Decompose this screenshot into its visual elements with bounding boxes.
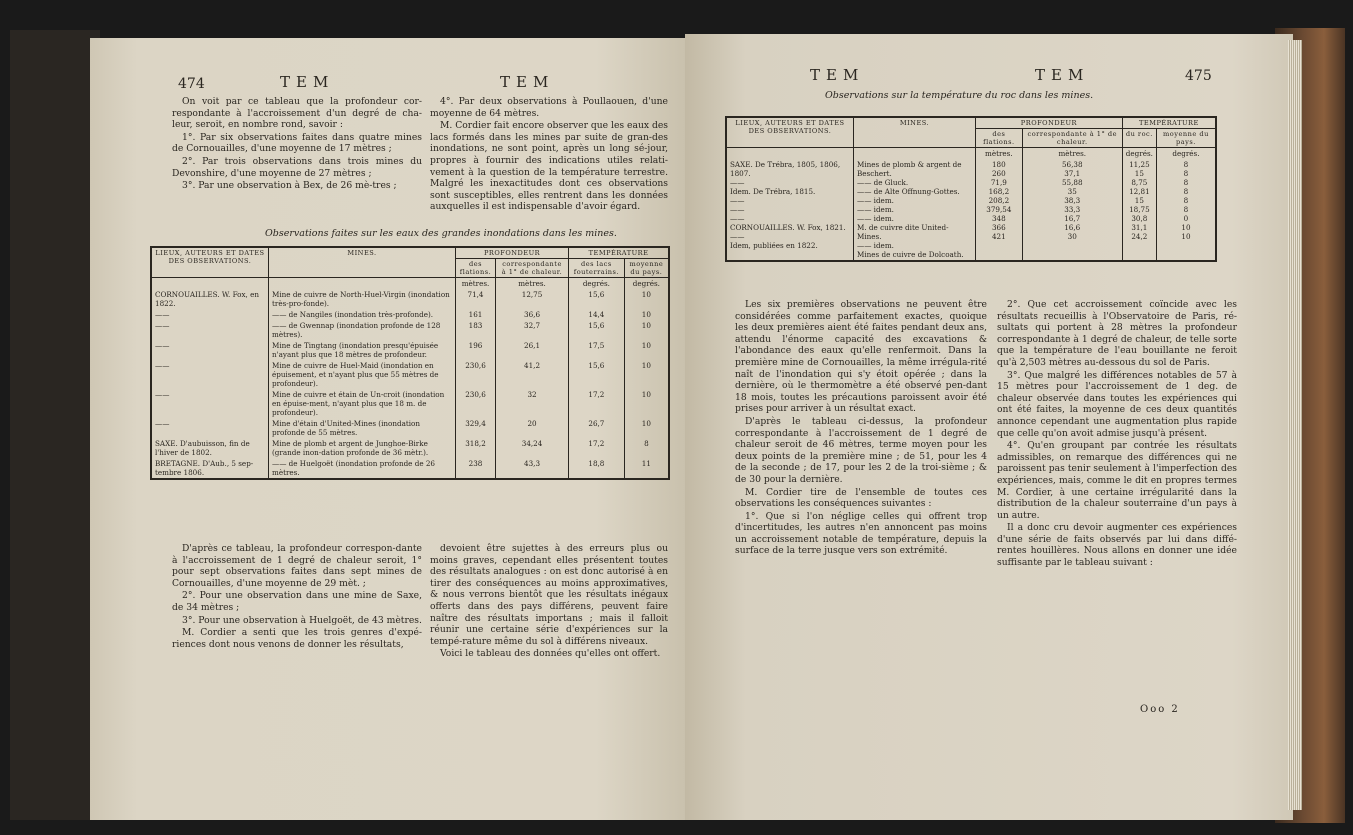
cell-mine: Mines de plomb & argent de Beschert. bbox=[857, 160, 962, 178]
cell-mine: —— idem. bbox=[857, 241, 894, 250]
moyenne-column bbox=[1156, 159, 1216, 261]
paragraph: M. Cordier tire de l'ensemble de toutes ces observations les conséquences suivantes : bbox=[735, 486, 987, 510]
unit: degrés. bbox=[1156, 148, 1216, 160]
cell-value: 30,8 bbox=[1131, 214, 1148, 223]
col-header-temperature: TEMPÉRATURE bbox=[1122, 117, 1216, 129]
paragraph: 4°. Qu'en groupant par contrée les résultats admissibles, on remarque des différences qui ne paroissent pas tenir seulement à l'imperfection des expériences, mais, comme le dit en propres termes M. Cordier, à une certaine irrégularité dans la distribution de la chaleur souterraine d'un pays à un autre. bbox=[997, 440, 1237, 521]
unit: mètres. bbox=[456, 278, 496, 290]
cell-value: 38,3 bbox=[1064, 196, 1081, 205]
cell-value: 379,54 bbox=[986, 205, 1012, 214]
table-row bbox=[151, 458, 669, 479]
cell-mine: —— idem. bbox=[857, 205, 894, 214]
page-number: 474 bbox=[178, 76, 205, 92]
cell-mine: Mine de cuivre de North-Huel-Virgin (inondation très-pro-fonde). bbox=[269, 289, 456, 309]
cell-lieu: —— bbox=[730, 232, 745, 241]
col-header-des: des flations. bbox=[456, 259, 496, 278]
table-row bbox=[151, 309, 669, 320]
paragraph: On voit par ce tableau que la profondeur cor-respondante à l'accroissement d'un degré de cha-leur, seroit, en nombre rond, savoir : bbox=[172, 96, 422, 131]
cell-lieu: SAXE. De Trébra, 1805, 1806, 1807. bbox=[730, 160, 841, 178]
cell-value: 33,3 bbox=[1064, 205, 1081, 214]
discussion-column-1 bbox=[735, 299, 987, 558]
cell-value: 318,2 bbox=[456, 438, 496, 458]
cell-value: 55,88 bbox=[1061, 178, 1083, 187]
paragraph: 1°. Par six observations faites dans quatre mines de Cornouailles, d'une moyenne de 17 mètres ; bbox=[172, 131, 422, 155]
cell-lieu: CORNOUAILLES. W. Fox, en 1822. bbox=[151, 289, 269, 309]
roc-column bbox=[1122, 159, 1156, 261]
table-row bbox=[151, 320, 669, 340]
paragraph: Les six premières observations ne peuvent être considérées comme parfaitement exactes, quoique les deux premières aient été faites pendant deux ans, attendu l'énorme capacité des excavations & l'abondance des eaux qu'elle renfermoit. Dans la première mine de Cornouailles, la même irrégula-rité naît de l'inondation qui s'y étoit opérée ; dans la dernière, où le thermomètre a été observé pen-dant 18 mois, toutes les précautions paroissent avoir été prises pour arriver à un résultat exact. bbox=[735, 299, 987, 415]
unit: degrés. bbox=[569, 278, 625, 290]
cell-mine: Mine de Tingtang (inondation presqu'épuisée n'ayant plus que 18 mètres de profondeur. bbox=[269, 340, 456, 360]
cell-value: 32 bbox=[496, 389, 569, 418]
unit: degrés. bbox=[1122, 148, 1156, 160]
table-row bbox=[151, 389, 669, 418]
cell-value: 8,75 bbox=[1131, 178, 1148, 187]
paragraph: 2°. Que cet accroissement coïncide avec les résultats recueillis à l'Observatoire de Paris, ré-sultats qui portent à 28 mètres la profondeur correspondante à 1 degré de chaleur, de telle sorte que la température de l'eau bouillante ne feroit qu'à 2,503 mètres au-dessous du sol de Paris. bbox=[997, 299, 1237, 368]
running-header-left: TEM bbox=[810, 66, 865, 84]
cell-value: 20 bbox=[496, 418, 569, 438]
cell-value: 26,1 bbox=[496, 340, 569, 360]
paragraph: D'après ce tableau, la profondeur correspon-dante à l'accroissement de 1 degré de chaleur seroit, 1° pour sept observations faites dans sept mines de Cornouailles, d'une moyenne de 29 mèt. ; bbox=[172, 543, 422, 589]
cell-value: 15,6 bbox=[569, 289, 625, 309]
cell-value: 10 bbox=[624, 289, 669, 309]
cell-value: 16,6 bbox=[1064, 223, 1081, 232]
cell-mine: —— de Huelgoët (inondation profonde de 26 mètres. bbox=[269, 458, 456, 479]
correspondante-column bbox=[1022, 159, 1122, 261]
paragraph: 2°. Par trois observations dans trois mines du Devonshire, d'une moyenne de 27 mètres ; bbox=[172, 155, 422, 179]
cell-value: 37,1 bbox=[1064, 169, 1081, 178]
cell-value: 348 bbox=[991, 214, 1006, 223]
cell-value: 8 bbox=[1183, 160, 1189, 169]
col-header-profondeur: PROFONDEUR bbox=[976, 117, 1123, 129]
cell-value: 11 bbox=[624, 458, 669, 479]
cell-value: 41,2 bbox=[496, 360, 569, 389]
cell-value: 8 bbox=[624, 438, 669, 458]
cell-value: 71,4 bbox=[456, 289, 496, 309]
flood-table bbox=[150, 246, 670, 480]
col-header-lacs: des lacs fouterrains. bbox=[569, 259, 625, 278]
intro-column-1 bbox=[172, 96, 422, 193]
discussion-column-2 bbox=[997, 299, 1237, 570]
cell-value: 8 bbox=[1183, 178, 1189, 187]
table-row bbox=[151, 340, 669, 360]
col-header-mines: MINES. bbox=[854, 117, 976, 148]
cell-value: 260 bbox=[991, 169, 1006, 178]
cover-left bbox=[10, 30, 100, 820]
col-header-temperature: TEMPÉRATURE bbox=[569, 247, 669, 259]
cell-value: 230,6 bbox=[456, 360, 496, 389]
col-header-mines: MINES. bbox=[269, 247, 456, 278]
cell-value: 17,2 bbox=[569, 438, 625, 458]
running-header-right: TEM bbox=[500, 73, 555, 91]
cell-value: 15 bbox=[1134, 196, 1144, 205]
right-page bbox=[685, 34, 1293, 820]
col-header-lieux: LIEUX, AUTEURS ET DATES DES OBSERVATIONS. bbox=[726, 117, 854, 148]
cell-value: 17,5 bbox=[569, 340, 625, 360]
cell-value: 71,9 bbox=[990, 178, 1007, 187]
cell-value: 35 bbox=[1067, 187, 1077, 196]
cell-value: 183 bbox=[456, 320, 496, 340]
page-edges bbox=[1288, 40, 1302, 810]
cell-value: 168,2 bbox=[988, 187, 1010, 196]
cell-value: 18,8 bbox=[569, 458, 625, 479]
cell-lieu: BRETAGNE. D'Aub., 5 sep-tembre 1806. bbox=[151, 458, 269, 479]
paragraph: 3°. Pour une observation à Huelgoët, de 43 mètres. bbox=[182, 614, 422, 626]
cell-value: 8 bbox=[1183, 169, 1189, 178]
cell-lieu: CORNOUAILLES. W. Fox, 1821. bbox=[730, 223, 846, 232]
paragraph: Voici le tableau des données qu'elles ont offert. bbox=[440, 648, 661, 660]
paragraph: 3°. Par une observation à Bex, de 26 mè-tres ; bbox=[182, 180, 397, 192]
cell-lieu: —— bbox=[730, 178, 745, 187]
cell-value: 34,24 bbox=[496, 438, 569, 458]
cell-value: 196 bbox=[456, 340, 496, 360]
cell-value: 10 bbox=[624, 340, 669, 360]
col-header-profondeur: PROFONDEUR bbox=[456, 247, 569, 259]
cell-value: 56,38 bbox=[1061, 160, 1083, 169]
cell-value: 421 bbox=[991, 232, 1006, 241]
paragraph: 4°. Par deux observations à Poullaouen, d'une moyenne de 64 mètres. bbox=[430, 96, 668, 119]
paragraph: 3°. Que malgré les différences notables de 57 à 15 mètres pour l'accroissement de 1 deg. de chaleur observée dans toutes les expériences qui ont été faites, la moyenne de ces deux quantités annonce cependant une augmentation plus rapide que celle qu'on avoit admise jusqu'à présent. bbox=[997, 369, 1237, 439]
intro-column-2 bbox=[430, 96, 668, 214]
table-caption: Observations sur la température du roc dans les mines. bbox=[825, 90, 1094, 101]
cell-mine: —— de Alte Offnung-Gottes. bbox=[857, 187, 960, 196]
cell-value: 10 bbox=[1181, 232, 1191, 241]
cell-mine: Mine de cuivre de Huel-Maid (inondation en épuisement, et n'ayant plus que 55 mètres de profondeur). bbox=[269, 360, 456, 389]
cell-value: 8 bbox=[1183, 205, 1189, 214]
table-row bbox=[151, 289, 669, 309]
cell-value: 238 bbox=[456, 458, 496, 479]
lieux-column bbox=[726, 159, 854, 261]
cell-value: 15,6 bbox=[569, 360, 625, 389]
cell-lieu: Idem, publiées en 1822. bbox=[730, 241, 818, 250]
cell-value: 10 bbox=[624, 418, 669, 438]
cell-lieu: —— bbox=[151, 389, 269, 418]
unit: mètres. bbox=[976, 148, 1023, 160]
cell-mine: Mine de cuivre et étain de Un-croit (inondation en épuise-ment, n'ayant plus que 18 m. de profondeur). bbox=[269, 389, 456, 418]
conclusion-column-1 bbox=[172, 543, 422, 651]
cell-mine: M. de cuivre dite United-Mines. bbox=[857, 223, 949, 241]
cell-lieu: —— bbox=[730, 214, 745, 223]
cell-value: 31,1 bbox=[1131, 223, 1148, 232]
cell-value: 366 bbox=[991, 223, 1006, 232]
cell-value: 208,2 bbox=[988, 196, 1010, 205]
page-number: 475 bbox=[1185, 68, 1212, 84]
cell-value: 18,75 bbox=[1129, 205, 1150, 214]
rock-temperature-table bbox=[725, 116, 1217, 262]
cell-value: 10 bbox=[624, 320, 669, 340]
cell-lieu: —— bbox=[151, 340, 269, 360]
cell-mine: Mine de plomb et argent de Junghoe-Birke (grande inon-dation profonde de 36 mètr.). bbox=[269, 438, 456, 458]
cell-value: 161 bbox=[456, 309, 496, 320]
cell-value: 26,7 bbox=[569, 418, 625, 438]
cell-value: 329,4 bbox=[456, 418, 496, 438]
cell-lieu: —— bbox=[151, 418, 269, 438]
cell-lieu: —— bbox=[151, 320, 269, 340]
cell-value: 15 bbox=[1134, 169, 1144, 178]
cell-value: 10 bbox=[624, 389, 669, 418]
unit: mètres. bbox=[1022, 148, 1122, 160]
cell-mine: —— de Nangiles (inondation très-profonde). bbox=[269, 309, 456, 320]
cell-value: 32,7 bbox=[496, 320, 569, 340]
cell-value: 15,6 bbox=[569, 320, 625, 340]
cell-mine: Mine d'étain d'United-Mines (inondation profonde de 55 mètres. bbox=[269, 418, 456, 438]
running-header-right: TEM bbox=[1035, 66, 1090, 84]
col-header-moy: moyenne du pays. bbox=[1156, 129, 1216, 148]
cell-value: 43,3 bbox=[496, 458, 569, 479]
cell-lieu: —— bbox=[151, 360, 269, 389]
cell-value: 12,75 bbox=[496, 289, 569, 309]
cell-value: 230,6 bbox=[456, 389, 496, 418]
cell-value: 24,2 bbox=[1131, 232, 1148, 241]
paragraph: devoient être sujettes à des erreurs plus ou moins graves, cependant elles présentent toutes des résultats analogues : on est donc autorisé à en tirer des conséquences au moins approximatives, & nous verrons bientôt que les résultats inégaux offerts dans des pays différens, peuvent faire naître des résultats importans ; mais il falloit réunir une certaine série d'expériences sur la tempé-rature même du sol à différens niveaux. bbox=[430, 543, 668, 647]
cell-value: 10 bbox=[624, 309, 669, 320]
left-page bbox=[90, 38, 685, 820]
cell-mine: —— idem. bbox=[857, 214, 894, 223]
mines-column bbox=[854, 159, 976, 261]
cell-value: 10 bbox=[1181, 223, 1191, 232]
cell-value: 16,7 bbox=[1064, 214, 1081, 223]
cell-value: 8 bbox=[1183, 187, 1189, 196]
cell-value: 180 bbox=[991, 160, 1006, 169]
table-caption: Observations faites sur les eaux des grandes inondations dans les mines. bbox=[265, 228, 617, 239]
cell-value: 11,25 bbox=[1129, 160, 1150, 169]
cell-mine: —— idem. bbox=[857, 196, 894, 205]
cell-lieu: —— bbox=[730, 196, 745, 205]
cell-value: 12,81 bbox=[1129, 187, 1150, 196]
paragraph: 1°. Que si l'on néglige celles qui offrent trop d'incertitudes, les autres n'en annoncent pas moins un accroissement notable de température, depuis la surface de la terre jusque vers son extrémité. bbox=[735, 510, 987, 557]
col-header-corr: correspondante à 1° de chaleur. bbox=[496, 259, 569, 278]
table-row bbox=[151, 438, 669, 458]
cell-value: 17,2 bbox=[569, 389, 625, 418]
cell-lieu: —— bbox=[730, 205, 745, 214]
col-header-des: des flations. bbox=[976, 129, 1023, 148]
cell-mine: —— de Gluck. bbox=[857, 178, 909, 187]
paragraph: M. Cordier a senti que les trois genres d'expé-riences dont nous venons de donner les résultats, bbox=[172, 627, 422, 650]
cell-value: 10 bbox=[624, 360, 669, 389]
conclusion-column-2 bbox=[430, 543, 668, 661]
table-row bbox=[151, 360, 669, 389]
paragraph: M. Cordier fait encore observer que les eaux des lacs formés dans les mines par suite de gran-des inondations, ne sont point, après un long sé-jour, propres à fournir des indications utiles relati-vement à la question de la température terrestre. Malgré les inexactitudes dont ces observations sont susceptibles, elles rentrent dans les données auxquelles il est indispensable d'avoir égard. bbox=[430, 120, 669, 213]
cell-lieu: SAXE. D'aubuisson, fin de l'hiver de 1802. bbox=[151, 438, 269, 458]
running-header-left: TEM bbox=[280, 73, 335, 91]
col-header-roc: du roc. bbox=[1122, 129, 1156, 148]
cell-value: 0 bbox=[1183, 214, 1189, 223]
paragraph: 2°. Pour une observation dans une mine de Saxe, de 34 mètres ; bbox=[172, 590, 422, 613]
paragraph: Il a donc cru devoir augmenter ces expériences d'une série de faits observés par lui dans diffé-rentes houillères. Nous allons en donner une idée suffisante par le tableau suivant : bbox=[997, 522, 1237, 569]
cell-value: 36,6 bbox=[496, 309, 569, 320]
signature-mark: Ooo 2 bbox=[1140, 704, 1180, 715]
cell-value: 30 bbox=[1067, 232, 1077, 241]
cell-mine: —— de Gwennap (inondation profonde de 128 mètres). bbox=[269, 320, 456, 340]
col-header-lieux: LIEUX, AUTEURS ET DATES DES OBSERVATIONS. bbox=[151, 247, 269, 278]
cell-value: 14,4 bbox=[569, 309, 625, 320]
cell-mine: Mines de cuivre de Dolcoath. bbox=[857, 250, 964, 259]
cell-value: 8 bbox=[1183, 196, 1189, 205]
col-header-corr: correspondante à 1° de chaleur. bbox=[1022, 129, 1122, 148]
table-row bbox=[151, 418, 669, 438]
unit: degrés. bbox=[624, 278, 669, 290]
profondeur-column bbox=[976, 159, 1023, 261]
cell-lieu: Idem. De Trébra, 1815. bbox=[730, 187, 816, 196]
col-header-moy: moyenne du pays. bbox=[624, 259, 669, 278]
cell-lieu: —— bbox=[151, 309, 269, 320]
unit: mètres. bbox=[496, 278, 569, 290]
paragraph: D'après le tableau ci-dessus, la profondeur correspondante à l'accroissement de 1 degré de chaleur seroit de 46 mètres, terme moyen pour les deux points de la première mine ; de 51, pour les 4 de la seconde ; de 17, pour les 2 de la troi-sième ; & de 30 pour la dernière. bbox=[735, 415, 987, 485]
